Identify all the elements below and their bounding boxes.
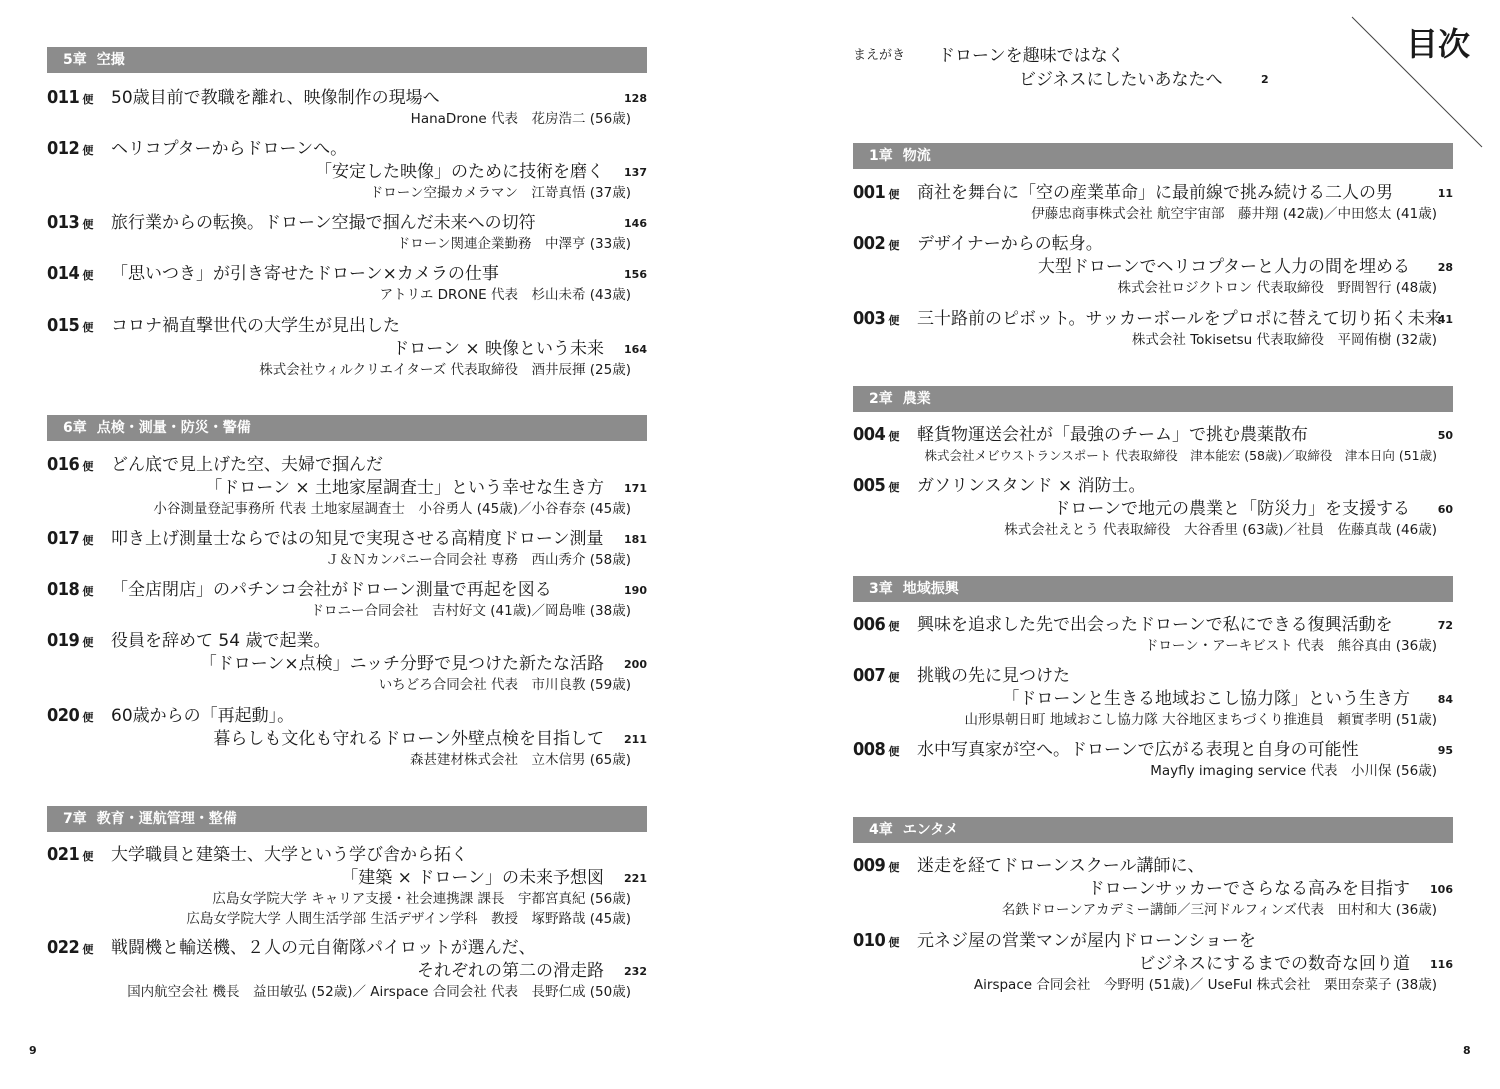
- entry-person-2: 広島女学院大学 人間生活学部 生活デザイン学科 教授 塚野路哉 (45歳): [186, 911, 631, 927]
- entry-person: 株式会社メビウストランスポート 代表取締役 津本能宏 (58歳)／取締役 津本日向 (51歳): [924, 448, 1437, 463]
- entry-page: 200: [624, 658, 647, 671]
- entry-title: 50歳目前で教職を離れ、映像制作の現場へ 128: [111, 85, 647, 111]
- chapter-2-header: [853, 386, 1453, 412]
- entry-number: 014 便: [47, 263, 93, 284]
- chapter-name: 点検・測量・防災・警備: [96, 420, 251, 436]
- chapter-1-header: [853, 143, 1453, 169]
- entry-title-line2: 「安定した映像」のために技術を磨く: [315, 162, 604, 182]
- entry-page: 41: [1437, 313, 1453, 326]
- entry-page: 50: [1437, 429, 1453, 442]
- entry-title: 三十路前のピボット。サッカーボールをプロポに替えて切り拓く未来 41: [917, 306, 1453, 332]
- entry-person: ドローン関連企業勤務 中澤亨 (33歳): [396, 236, 631, 252]
- entry-person: 小谷測量登記事務所 代表 土地家屋調査士 小谷勇人 (45歳)／小谷春奈 (45歳): [153, 501, 631, 517]
- entry-number: 018 便: [47, 579, 93, 600]
- entry-title-line1: ガソリンスタンド × 消防士。: [917, 476, 1146, 496]
- entry-title: 水中写真家が空へ。ドローンで広がる表現と自身の可能性 95: [917, 737, 1453, 763]
- entry-person: 国内航空会社 機長 益田敏弘 (52歳)／ Airspace 合同会社 代表 長野仁成 (50歳): [127, 984, 631, 1000]
- entry-title-line1: 元ネジ屋の営業マンが屋内ドローンショーを: [917, 931, 1256, 951]
- entry-page: 211: [624, 733, 647, 746]
- chapter-number: 3章: [869, 581, 893, 597]
- entry-title-line1: 役員を辞めて 54 歳で起業。: [111, 631, 331, 651]
- chapter-number: 5章: [63, 52, 87, 68]
- page-number-right: 8: [1463, 1044, 1471, 1057]
- entry-title: 旅行業からの転換。ドローン空撮で掴んだ未来への切符 146: [111, 210, 647, 236]
- entry-number: 015 便: [47, 315, 93, 336]
- entry-number: 001 便: [853, 182, 899, 203]
- entry-person: 株式会社ウィルクリエイターズ 代表取締役 酒井辰揮 (25歳): [259, 362, 631, 378]
- entry-person-1: 広島女学院大学 キャリア支援・社会連携課 課長 宇都宮真紀 (56歳): [212, 891, 631, 907]
- entry-person: 株式会社えとう 代表取締役 大谷香里 (63歳)／社員 佐藤真哉 (46歳): [1004, 522, 1437, 538]
- entry-page: 72: [1437, 619, 1453, 632]
- entry-person: Ｊ＆Ｎカンパニー合同会社 専務 西山秀介 (58歳): [325, 552, 631, 568]
- entry-person: ドローン・アーキビスト 代表 熊谷真由 (36歳): [1144, 638, 1437, 654]
- entry-page: 137: [624, 166, 647, 179]
- entry-title-line1: コロナ禍直撃世代の大学生が見出した: [111, 316, 400, 336]
- entry-title-line1: デザイナーからの転身。: [917, 234, 1103, 254]
- chapter-name: 地域振興: [902, 581, 959, 597]
- entry-title-line1: ヘリコプターからドローンへ。: [111, 139, 348, 159]
- entry-number: 010 便: [853, 930, 899, 951]
- entry-title-line2: 暮らしも文化も守れるドローン外壁点検を目指して: [213, 729, 604, 749]
- entry-title: 「全店閉店」のパチンコ会社がドローン測量で再起を図る 190: [111, 577, 647, 603]
- entry-person: いちどろ合同会社 代表 市川良教 (59歳): [378, 677, 631, 693]
- entry-page: 116: [1430, 958, 1453, 971]
- entry-title-line2: 「ドローン × 土地家屋調査士」という幸せな生き方: [205, 478, 604, 498]
- entry-person: ドロニー合同会社 吉村好文 (41歳)／岡島唯 (38歳): [310, 603, 631, 619]
- entry-page: 128: [624, 92, 647, 105]
- entry-person: 株式会社ロジクトロン 代表取締役 野間智行 (48歳): [1117, 280, 1437, 296]
- chapter-number: 7章: [63, 811, 87, 827]
- page-number-left: 9: [29, 1044, 37, 1057]
- entry-number: 005 便: [853, 475, 899, 496]
- entry-title-line2: 「ドローンと生きる地域おこし協力隊」という生き方: [1002, 689, 1410, 709]
- entry-number: 019 便: [47, 630, 93, 651]
- entry-number: 021 便: [47, 844, 93, 865]
- entry-number: 016 便: [47, 454, 93, 475]
- entry-number: 006 便: [853, 614, 899, 635]
- chapter-number: 4章: [869, 822, 893, 838]
- chapter-number: 6章: [63, 420, 87, 436]
- entry-page: 95: [1437, 744, 1453, 757]
- entry-number: 022 便: [47, 937, 93, 958]
- entry-page: 60: [1437, 503, 1453, 516]
- entry-number: 007 便: [853, 665, 899, 686]
- chapter-number: 1章: [869, 148, 893, 164]
- entry-person: 山形県朝日町 地域おこし協力隊 大谷地区まちづくり推進員 頼實孝明 (51歳): [964, 712, 1437, 728]
- entry-page: 164: [624, 343, 647, 356]
- entry-title-line1: 戦闘機と輸送機、２人の元自衛隊パイロットが選んだ、: [111, 938, 536, 958]
- chapter-name: 物流: [902, 148, 931, 164]
- entry-title-line2: ドローンで地元の農業と「防災力」を支援する: [1053, 499, 1410, 519]
- entry-number: 008 便: [853, 739, 899, 760]
- entry-page: 171: [624, 482, 647, 495]
- entry-title-line2: ドローンサッカーでさらなる高みを目指す: [1087, 879, 1410, 899]
- entry-person: 株式会社 Tokisetsu 代表取締役 平岡侑樹 (32歳): [1131, 332, 1437, 348]
- preface-label: まえがき: [853, 48, 906, 63]
- entry-page: 181: [624, 533, 647, 546]
- entry-title-line2: それぞれの第二の滑走路: [417, 961, 604, 981]
- chapter-7-header: [47, 806, 647, 832]
- entry-title-line2: 「建築 × ドローン」の未来予想図: [341, 868, 604, 888]
- entry-person: 伊藤忠商事株式会社 航空宇宙部 藤井翔 (42歳)／中田悠太 (41歳): [1031, 206, 1437, 222]
- entry-person: 名鉄ドローンアカデミー講師／三河ドルフィンズ代表 田村和大 (36歳): [1001, 902, 1437, 918]
- entry-title: 叩き上げ測量士ならではの知見で実現させる高精度ドローン測量 181: [111, 526, 647, 552]
- chapter-name: 空撮: [96, 52, 125, 68]
- entry-number: 002 便: [853, 233, 899, 254]
- entry-number: 003 便: [853, 308, 899, 329]
- entry-page: 106: [1430, 883, 1453, 896]
- chapter-name: 教育・運航管理・整備: [96, 811, 237, 827]
- entry-title: 「思いつき」が引き寄せたドローン×カメラの仕事 156: [111, 261, 647, 287]
- chapter-3-header: [853, 576, 1453, 602]
- entry-title-line2: ドローン × 映像という未来: [392, 339, 604, 359]
- entry-page: 156: [624, 268, 647, 281]
- entry-person: アトリエ DRONE 代表 杉山未希 (43歳): [379, 287, 631, 303]
- entry-page: 11: [1437, 187, 1453, 200]
- entry-title: 興味を追求した先で出会ったドローンで私にできる復興活動を 72: [917, 612, 1453, 638]
- entry-page: 146: [624, 217, 647, 230]
- entry-title-line2: 大型ドローンでヘリコプターと人力の間を埋める: [1037, 257, 1410, 277]
- preface-page-number: 2: [1261, 73, 1269, 86]
- entry-title: 商社を舞台に「空の産業革命」に最前線で挑み続ける二人の男 11: [917, 180, 1453, 206]
- entry-person: HanaDrone 代表 花房浩二 (56歳): [410, 111, 631, 127]
- entry-page: 232: [624, 965, 647, 978]
- entry-title: 軽貨物運送会社が「最強のチーム」で挑む農薬散布 50: [917, 422, 1453, 448]
- entry-person: Airspace 合同会社 今野明 (51歳)／ UseFul 株式会社 栗田奈菜子 (38歳): [973, 977, 1437, 993]
- entry-title-line1: 迷走を経てドローンスクール講師に、: [917, 856, 1205, 876]
- entry-number: 020 便: [47, 705, 93, 726]
- chapter-5-header: [47, 47, 647, 73]
- entry-number: 012 便: [47, 138, 93, 159]
- entry-page: 28: [1437, 261, 1453, 274]
- entry-number: 013 便: [47, 212, 93, 233]
- entry-number: 011 便: [47, 87, 93, 108]
- entry-title-line2: ビジネスにするまでの数奇な回り道: [1138, 954, 1410, 974]
- entry-number: 009 便: [853, 855, 899, 876]
- entry-page: 190: [624, 584, 647, 597]
- entry-person: Mayfly imaging service 代表 小川保 (56歳): [1150, 763, 1437, 779]
- entry-person: ドローン空撮カメラマン 江嵜真悟 (37歳): [369, 185, 631, 201]
- entry-title-line2: 「ドローン×点検」ニッチ分野で見つけた新たな活路: [199, 654, 604, 674]
- entry-title-line1: 挑戦の先に見つけた: [917, 666, 1070, 686]
- chapter-name: 農業: [902, 391, 931, 407]
- chapter-name: エンタメ: [902, 822, 959, 838]
- chapter-4-header: [853, 817, 1453, 843]
- entry-number: 004 便: [853, 424, 899, 445]
- entry-title-line1: 大学職員と建築士、大学という学び舎から拓く: [111, 845, 468, 865]
- toc-title: 目次: [1406, 25, 1471, 63]
- preface-title-line2: ビジネスにしたいあなたへ: [1019, 70, 1223, 90]
- entry-title-line1: 60歳からの「再起動」。: [111, 706, 295, 726]
- entry-page: 221: [624, 872, 647, 885]
- chapter-6-header: [47, 415, 647, 441]
- entry-page: 84: [1437, 693, 1453, 706]
- chapter-number: 2章: [869, 391, 893, 407]
- entry-person: 森甚建材株式会社 立木信男 (65歳): [409, 752, 631, 768]
- entry-title-line1: どん底で見上げた空、夫婦で掴んだ: [111, 455, 383, 475]
- preface-title-line1: ドローンを趣味ではなく: [938, 46, 1125, 66]
- entry-number: 017 便: [47, 528, 93, 549]
